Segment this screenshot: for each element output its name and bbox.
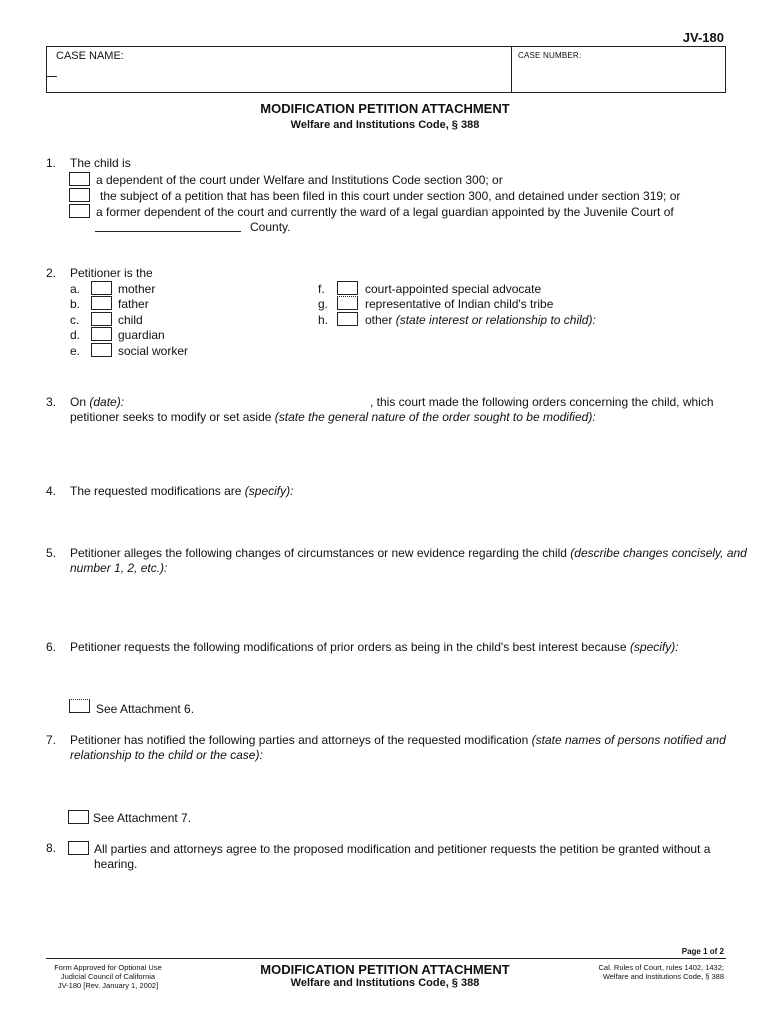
form-title: MODIFICATION PETITION ATTACHMENT (260, 101, 510, 116)
item-4-line (70, 484, 293, 498)
item-7-line1 (70, 733, 726, 747)
item-2a-checkbox[interactable] (91, 281, 112, 295)
item-2h-label: other (365, 313, 393, 327)
item-3-line2 (70, 410, 596, 424)
item-3-number: 3. (46, 395, 57, 409)
footer-title: MODIFICATION PETITION ATTACHMENT (260, 962, 510, 977)
item-4-text: The requested modifications are (70, 484, 242, 498)
item-1-option-1-label: a dependent of the court under Welfare and Institutions Code section 300; or (96, 173, 503, 187)
item-1-county-label: County. (250, 220, 291, 234)
item-6-text: Petitioner requests the following modifications of prior orders as being in the child's best interest because (70, 640, 627, 654)
item-5-text: Petitioner alleges the following changes of circumstances or new evidence regarding the child (70, 546, 567, 560)
footer-rule (46, 958, 726, 959)
item-2c-letter: c. (70, 313, 80, 327)
footer-subtitle: Welfare and Institutions Code, § 388 (290, 977, 480, 989)
item-1-option-3-checkbox[interactable] (69, 204, 90, 218)
footer-right (554, 963, 724, 981)
item-2h-other-label (365, 313, 596, 327)
item-2-number: 2. (46, 266, 57, 280)
item-7-number: 7. (46, 733, 57, 747)
case-header-box (46, 46, 726, 93)
item-3-on: On (70, 395, 87, 409)
item-2g-checkbox[interactable] (337, 296, 358, 310)
item-8-text-2: hearing. (94, 857, 138, 871)
item-2d-letter: d. (70, 328, 81, 342)
form-subtitle: Welfare and Institutions Code, § 388 (290, 119, 480, 131)
item-3-on-label (70, 395, 124, 409)
item-2g-letter: g. (318, 297, 329, 311)
item-2h-letter: h. (318, 313, 329, 327)
item-1-option-2-checkbox[interactable] (69, 188, 90, 202)
item-3-line2-text: petitioner seeks to modify or set aside (70, 410, 272, 424)
item-2h-hint: (state interest or relationship to child): (395, 313, 596, 327)
item-2c-checkbox[interactable] (91, 312, 112, 326)
case-header-divider (511, 46, 512, 93)
item-1-number: 1. (46, 156, 57, 170)
item-2e-letter: e. (70, 344, 81, 358)
item-2b-label: father (118, 297, 149, 311)
case-name-label: CASE NAME: (56, 50, 124, 62)
item-2b-letter: b. (70, 297, 81, 311)
item-2-intro: Petitioner is the (70, 266, 153, 280)
item-2e-label: social worker (118, 344, 189, 358)
item-6-hint: (specify): (629, 640, 679, 654)
item-6-line (70, 640, 679, 654)
item-2b-checkbox[interactable] (91, 296, 112, 310)
item-7-hint-1: (state names of persons notified and (531, 733, 726, 747)
item-1-intro: The child is (70, 156, 131, 170)
item-1-option-3-label: a former dependent of the court and currently the ward of a legal guardian appointed by the Juvenile Court of (96, 205, 674, 219)
item-7-hint-2: relationship to the child or the case): (70, 748, 263, 762)
item-1-option-2-label: the subject of a petition that has been filed in this court under section 300, and detained under section 319; or (100, 189, 681, 203)
item-6-attachment-label: See Attachment 6. (96, 702, 195, 716)
item-3-line2-hint: (state the general nature of the order sought to be modified): (274, 410, 596, 424)
item-5-number: 5. (46, 546, 57, 560)
item-4-number: 4. (46, 484, 57, 498)
item-7-attachment-checkbox[interactable] (68, 810, 89, 824)
item-2f-letter: f. (318, 282, 325, 296)
item-5-hint-2: number 1, 2, etc.): (70, 561, 168, 575)
item-5-line1 (70, 546, 747, 560)
item-5-hint-1: (describe changes concisely, and (570, 546, 747, 560)
item-2e-checkbox[interactable] (91, 343, 112, 357)
item-2c-label: child (118, 313, 143, 327)
item-8-checkbox[interactable] (68, 841, 89, 855)
item-2f-label: court-appointed special advocate (365, 282, 542, 296)
item-2a-label: mother (118, 282, 156, 296)
item-1-option-1-checkbox[interactable] (69, 172, 90, 186)
footer-left-line-1: Form Approved for Optional Use (54, 963, 162, 972)
item-8-number: 8. (46, 841, 57, 855)
form-id: JV-180 (682, 30, 724, 45)
item-2d-label: guardian (118, 328, 165, 342)
item-7-text: Petitioner has notified the following parties and attorneys of the requested modification (70, 733, 529, 747)
case-header-tick (47, 76, 57, 77)
item-2f-checkbox[interactable] (337, 281, 358, 295)
footer-left-line-2: Judicial Council of California (60, 972, 156, 981)
item-2a-letter: a. (70, 282, 81, 296)
footer-left-line-3: JV-180 [Rev. January 1, 2002] (57, 981, 159, 990)
footer-right-line-2: Welfare and Institutions Code, § 388 (602, 972, 724, 981)
page-number: Page 1 of 2 (681, 947, 724, 956)
footer-right-line-1: Cal. Rules of Court, rules 1402, 1432; (598, 963, 724, 972)
item-3-date-hint: (date): (89, 395, 125, 409)
item-4-hint: (specify): (244, 484, 294, 498)
item-8-text-1: All parties and attorneys agree to the proposed modification and petitioner requests the petition be granted without a (94, 842, 711, 856)
item-3-line1-rest: , this court made the following orders concerning the child, which (370, 395, 714, 409)
item-2g-label: representative of Indian child's tribe (365, 297, 554, 311)
item-1-county-field[interactable] (95, 231, 241, 232)
item-7-attachment-label: See Attachment 7. (93, 811, 192, 825)
item-6-number: 6. (46, 640, 57, 654)
item-2h-checkbox[interactable] (337, 312, 358, 326)
item-2d-checkbox[interactable] (91, 327, 112, 341)
case-number-label: CASE NUMBER: (518, 51, 582, 60)
item-6-attachment-checkbox[interactable] (69, 699, 90, 713)
